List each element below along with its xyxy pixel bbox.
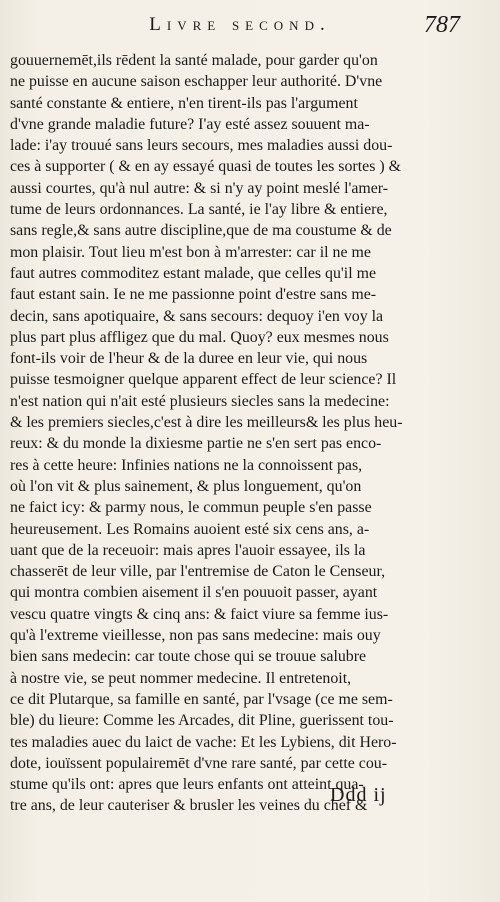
text-line: aussi courtes, qu'à nul autre: & si n'y ay point meslé l'amer- [10, 179, 389, 197]
text-line: tre ans, de leur cauteriser & brusler les veines du chef & [10, 797, 368, 815]
text-line: tume de leurs ordonnances. La santé, ie l'ay libre & entiere, [10, 201, 388, 219]
text-line: reux: & du monde la dixiesme partie ne s'en sert pas enco- [10, 435, 382, 453]
text-line: ne puisse en aucune saison eschapper leur authorité. D'vne [10, 73, 383, 91]
text-line: faut autres commoditez estant malade, que celles qu'il me [10, 264, 377, 282]
text-line: chasserēt de leur ville, par l'entremise de Caton le Censeur, [10, 563, 386, 581]
text-line: lade: i'ay trouué sans leurs secours, mes maladies aussi dou- [10, 137, 393, 155]
text-line: ces à supporter ( & en ay essayé quasi de toutes les sortes ) & [10, 158, 401, 176]
text-line: ne faict icy: & parmy nous, le commun peuple s'en passe [10, 499, 372, 517]
text-line: font-ils voir de l'heur & de la duree en leur vie, qui nous [10, 350, 368, 368]
text-line: & les premiers siecles,c'est à dire les meilleurs& les plus heu- [10, 414, 403, 432]
text-line: stume qu'ils ont: apres que leurs enfants ont atteint qua- [10, 776, 364, 794]
text-line: qu'à l'extreme vieillesse, non pas sans medecine: mais ouy [10, 627, 381, 645]
text-line: heureusement. Les Romains auoient esté six cens ans, a- [10, 520, 370, 538]
text-line: d'vne grande maladie future? I'ay esté assez souuent ma- [10, 115, 370, 133]
text-line: tes maladies auec du laict de vache: Et les Lybiens, dit Hero- [10, 733, 397, 751]
text-line: santé constante & entiere, n'en tirent-ils pas l'argument [10, 94, 358, 112]
text-line: decin, sans apotiquaire, & sans secours: dequoy i'en voy la [10, 307, 384, 325]
text-line: bien sans medecin: car toute chose qui se trouue salubre [10, 648, 367, 666]
text-line: à nostre vie, se peut nommer medecine. Il entretenoit, [10, 669, 352, 687]
text-line: res à cette heure: Infinies nations ne la connoissent pas, [10, 456, 363, 474]
text-line: où l'on vit & plus sainement, & plus longuement, qu'on [10, 477, 362, 495]
text-line: qui montra combien aisement il s'en pouuoit passer, ayant [10, 584, 378, 602]
text-line: plus part plus affligez que du mal. Quoy? eux mesmes nous [10, 328, 389, 346]
text-line: vescu quatre vingts & cinq ans: & faict viure sa femme ius- [10, 605, 389, 623]
text-line: sans regle,& sans autre discipline,que de ma coustume & de [10, 222, 392, 240]
body-text [10, 50, 460, 817]
text-line: n'est nation qui n'ait esté plusieurs siecles sans la medecine: [10, 392, 390, 410]
page-number: 787 [424, 12, 460, 38]
text-line: puisse tesmoigner quelque apparent effect de leur science? Il [10, 371, 397, 389]
running-head: Livre second. [149, 14, 331, 35]
text-line: ble) du lieure: Comme les Arcades, dit Pline, guerissent tou- [10, 712, 394, 730]
text-line: gouuernemēt,ils rēdent la santé malade, pour garder qu'on [10, 52, 378, 69]
text-line: faut estant sain. Ie ne me passionne point d'estre sans me- [10, 286, 377, 304]
signature-mark: Ddd ij [330, 784, 387, 806]
text-line: dote, iouïssent populairemēt d'vne rare santé, par cette cou- [10, 754, 388, 772]
text-line: uant que de la receuoir: mais apres l'auoir essayee, ils la [10, 541, 366, 559]
text-line: ce dit Plutarque, sa famille en santé, par l'vsage (ce me sem- [10, 690, 393, 708]
text-line: mon plaisir. Tout lieu m'est bon à m'arrester: car il ne me [10, 243, 371, 261]
